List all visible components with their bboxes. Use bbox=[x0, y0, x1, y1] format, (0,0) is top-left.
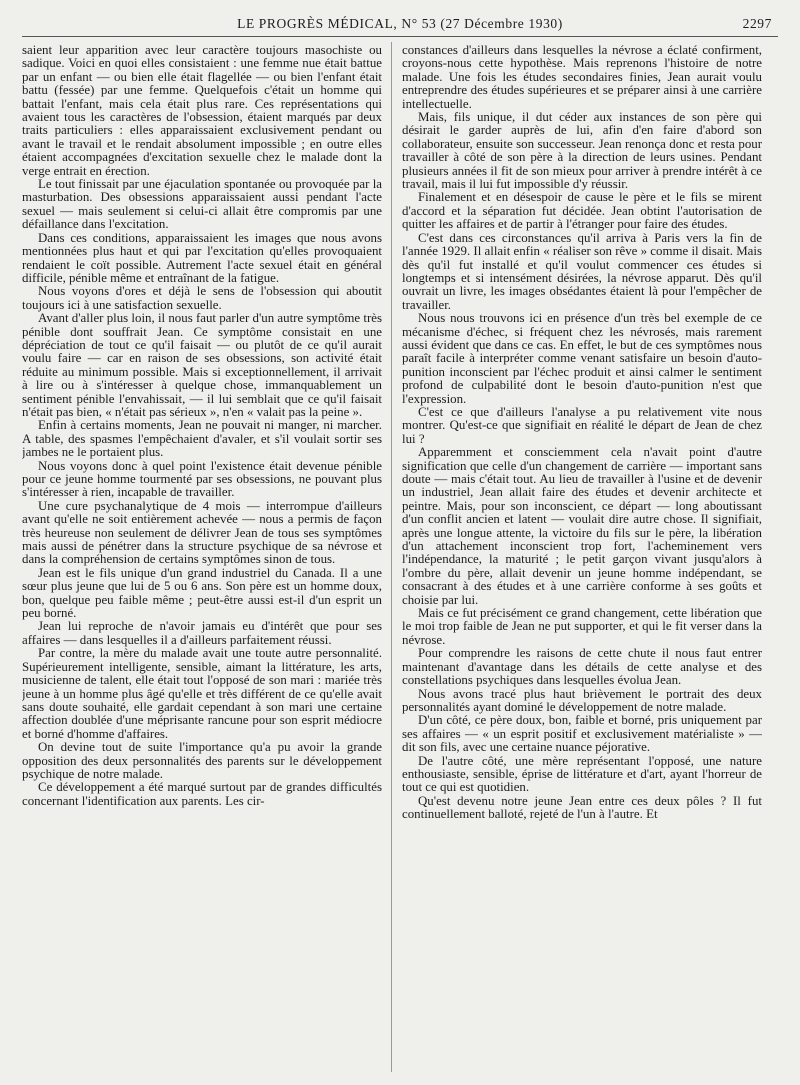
paragraph: Avant d'aller plus loin, il nous faut parler d'un autre symptôme très pénible dont souffrait Jean. Ce symptôme consistait en une dépréciation de tout ce qu'il faisait — ou plutôt de ce qu'il aurait voulu faire — car en raison de ses obsessions, son activité était réduite au minimum possible. Mais si exceptionnellement, il arrivait à lire ou à s'intéresser à quelque chose, immanquablement un sentiment pénible l'envahissait, — il lui semblait que ce qu'il faisait n'était pas bien, « n'était pas sérieux », n'en « valait pas la peine ». bbox=[22, 311, 382, 419]
paragraph: Jean est le fils unique d'un grand industriel du Canada. Il a une sœur plus jeune que lui de 5 ou 6 ans. Son père est un homme doux, bon, quelque peu faible même ; peut-être aussi est-il d'un esprit un peu borné. bbox=[22, 565, 382, 621]
paragraph: Nous voyons d'ores et déjà le sens de l'obsession qui aboutit toujours ici à une satisfaction sexuelle. bbox=[22, 284, 382, 312]
paragraph: Enfin à certains moments, Jean ne pouvait ni manger, ni marcher. A table, des spasmes l'empêchaient d'avaler, et s'il voulait sortir ses jambes ne le portaient plus. bbox=[22, 418, 382, 460]
paragraph: Pour comprendre les raisons de cette chute il nous faut entrer maintenant d'avantage dans les détails de cette analyse et des constellations psychiques dans lesquelles évolua Jean. bbox=[402, 646, 762, 688]
paragraph: Dans ces conditions, apparaissaient les images que nous avons mentionnées plus haut et qui par l'excitation qu'elles provoquaient rendaient le coït possible. Autrement l'acte sexuel était en général difficile, pénible même et entraînant de la fatigue. bbox=[22, 230, 382, 285]
paragraph: Par contre, la mère du malade avait une toute autre personnalité. Supérieurement intelligente, sensible, aimant la littérature, les arts, musicienne de talent, elle était tout l'opposé de son mari : mariée très jeune à un homme plus âgé qu'elle et très différent de ce qu'elle avait sans doute souhaité, elle gardait cependant à son mari une certaine affection doublée d'une méprisante rancune pour son esprit médiocre et borné d'homme d'affaires. bbox=[22, 646, 382, 741]
right-column bbox=[402, 44, 762, 1076]
left-column bbox=[22, 44, 382, 1076]
column-divider bbox=[391, 42, 392, 1072]
paragraph: Une cure psychanalytique de 4 mois — interrompue d'ailleurs avant qu'elle ne soit entièrement achevée — nous a permis de façon très heureuse non seulement de délivrer Jean de tous ses symptômes mais aussi de pénétrer dans la structure psychique de sa névrose et dans la compréhension de certains symptômes sinon de tous. bbox=[22, 498, 382, 567]
paragraph: Nous voyons donc à quel point l'existence était devenue pénible pour ce jeune homme tourmenté par ses obsessions, ne pouvant plus s'intéresser à rien, incapable de travailler. bbox=[22, 458, 382, 500]
paragraph: On devine tout de suite l'importance qu'a pu avoir la grande opposition des deux personnalités des parents sur le développement psychique de notre malade. bbox=[22, 740, 382, 781]
paragraph: Le tout finissait par une éjaculation spontanée ou provoquée par la masturbation. Des obsessions apparaissaient aussi pendant l'acte sexuel — mais seulement si celui-ci allait être compromis par une défaillance dans l'excitation. bbox=[22, 177, 382, 232]
running-title: LE PROGRÈS MÉDICAL, N° 53 (27 Décembre 1930) bbox=[237, 16, 563, 31]
paragraph: Mais ce fut précisément ce grand changement, cette libération que le moi trop faible de Jean ne put supporter, et qui le fit verser dans la névrose. bbox=[402, 606, 762, 647]
paragraph: constances d'ailleurs dans lesquelles la névrose a éclaté confirment, croyons-nous cette hypothèse. Mais reprenons l'histoire de notre malade. Une fois les études secondaires finies, Jean aurait voulu entreprendre des études supérieures et se préparer ainsi à une carrière intellectuelle. bbox=[402, 44, 762, 111]
paragraph: saient leur apparition avec leur caractère toujours masochiste ou sadique. Voici en quoi elles consistaient : une femme nue était battue par un enfant — ou bien elle était flagellée — ou bien l'enfant était battu (fessée) par une femme. Quelquefois c'était un homme qui battait l'enfant, mais cela était plus rare. Ces représentations qui avaient tous les caractères de l'obsession, étaient marqués par deux traits particuliers : elles apparaissaient exclusivement pendant ou avant le travail et le rendait absolument impossible ; en outre elles étaient accompagnées d'excitation sexuelle chez le malade dont la verge entrait en érection. bbox=[22, 44, 382, 178]
running-header bbox=[22, 14, 778, 37]
paragraph: C'est dans ces circonstances qu'il arriva à Paris vers la fin de l'année 1929. Il allait enfin « réaliser son rêve » comme il disait. Mais dès qu'il fut installé et qu'il voulut commencer ces études si longtemps et si intensément désirées, la névrose apparut. Dès qu'il ouvrait un livre, les images obsédantes étaient là pour l'empêcher de travailler. bbox=[402, 230, 762, 312]
paragraph: Nous nous trouvons ici en présence d'un très bel exemple de ce mécanisme d'échec, si fréquent chez les névrosés, mais rarement aussi évident que dans ce cas. En effet, le but de ces symptômes nous paraît facile à interpréter comme venant satisfaire un besoin d'auto-punition inconscient par l'échec produit et ainsi calmer le sentiment profond de culpabilité dont le besoin d'auto-punition n'est que l'expression. bbox=[402, 311, 762, 406]
paragraph: Mais, fils unique, il dut céder aux instances de son père qui désirait le garder auprès de lui, afin d'en faire d'abord son collaborateur, ensuite son successeur. Jean renonça donc et resta pour travailler à côté de son père à la direction de leurs usines. Pendant plusieurs années il fit de son mieux pour arriver à prendre intérêt à ce travail, mais il lui fut impossible d'y réussir. bbox=[402, 110, 762, 192]
paragraph: Ce développement a été marqué surtout par de grandes difficultés concernant l'identification aux parents. Les cir- bbox=[22, 780, 382, 808]
paragraph: Finalement et en désespoir de cause le père et le fils se mirent d'accord et la séparation fut décidée. Jean obtint l'autorisation de quitter les affaires et de partir à l'étranger pour faire des études. bbox=[402, 190, 762, 232]
paragraph: Apparemment et consciemment cela n'avait point d'autre signification que celle d'un changement de carrière — important sans doute — mais c'était tout. Au lieu de travailler à l'usine et de devenir un industriel, Jean allait faire des études et devenir architecte et peintre. Mais, pour son inconscient, ce départ — long aboutissant d'un conflit ancien et latent — voulait dire autre chose. Il signifiait, après une longue attente, la victoire du fils sur le père, la libération d'un attachement inconscient trop fort, l'acheminement vers l'indépendance, la maturité ; le petit garçon vivant jusqu'alors à l'ombre du père, allait devenir un jeune homme indépendant, se consacrant à des études et à une carrière conforme à ses goûts et choisie par lui. bbox=[402, 445, 762, 607]
paragraph: Nous avons tracé plus haut brièvement le portrait des deux personnalités ayant dominé le développement de notre malade. bbox=[402, 686, 762, 714]
paragraph: C'est ce que d'ailleurs l'analyse a pu relativement vite nous montrer. Qu'est-ce que signifiait en réalité le départ de Jean de chez lui ? bbox=[402, 404, 762, 446]
paragraph: Jean lui reproche de n'avoir jamais eu d'intérêt que pour ses affaires — dans lesquelles il a d'ailleurs parfaitement réussi. bbox=[22, 619, 382, 647]
paragraph: Qu'est devenu notre jeune Jean entre ces deux pôles ? Il fut continuellement balloté, rejeté de l'un à l'autre. Et bbox=[402, 793, 762, 822]
paragraph: De l'autre côté, une mère représentant l'opposé, une nature enthousiaste, sensible, éprise de littérature et d'art, ayant l'horreur de tout ce qui est quotidien. bbox=[402, 753, 762, 795]
paragraph: D'un côté, ce père doux, bon, faible et borné, pris uniquement par ses affaires — « un esprit positif et exclusivement matérialiste » — dit son fils, avec une certaine nuance péjorative. bbox=[402, 713, 762, 755]
page-number: 2297 bbox=[742, 16, 772, 31]
